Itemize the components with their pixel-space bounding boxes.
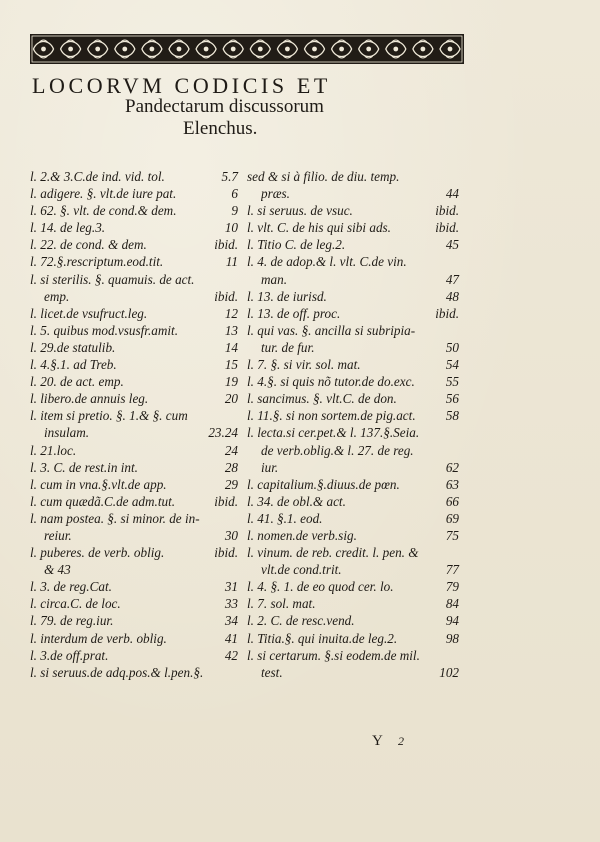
entry-citation: l. Titia.§. qui inuita.de leg.2. bbox=[247, 630, 398, 646]
index-entry bbox=[30, 578, 238, 595]
entry-reference: 48 bbox=[445, 288, 459, 304]
entry-reference: 23.24 bbox=[208, 425, 238, 441]
index-column-right bbox=[247, 168, 459, 681]
index-entry bbox=[247, 459, 459, 476]
page-footer bbox=[372, 733, 404, 750]
entry-reference: 102 bbox=[439, 664, 459, 680]
entry-reference: ibid. bbox=[214, 545, 238, 561]
entry-citation: l. 41. §.1. eod. bbox=[247, 510, 323, 526]
entry-citation: test. bbox=[261, 664, 283, 680]
index-entry bbox=[30, 339, 238, 356]
index-entry bbox=[247, 202, 459, 219]
signature-mark: Y bbox=[372, 733, 389, 749]
entry-citation: l. 4. §. 1. de eo quod cer. lo. bbox=[247, 579, 394, 595]
entry-reference: 24 bbox=[224, 442, 238, 458]
entry-reference bbox=[234, 510, 238, 527]
index-entry bbox=[247, 510, 459, 527]
entry-reference: 66 bbox=[445, 493, 459, 509]
entry-citation: l. 5. quibus mod.vsusfr.amit. bbox=[30, 322, 179, 338]
entry-reference: 50 bbox=[445, 339, 459, 355]
entry-reference: 6 bbox=[231, 186, 238, 202]
entry-reference: 31 bbox=[224, 579, 238, 595]
index-entry bbox=[247, 578, 459, 595]
entry-citation: l. 2. C. de resc.vend. bbox=[247, 613, 355, 629]
entry-reference bbox=[234, 407, 238, 424]
entry-citation: tur. de fur. bbox=[261, 339, 315, 355]
entry-citation: l. 4.§.1. ad Treb. bbox=[30, 357, 117, 373]
entry-reference: 29 bbox=[224, 476, 238, 492]
entry-citation: l. Titio C. de leg.2. bbox=[247, 237, 346, 253]
entry-citation: l. vlt. C. de his qui sibi ads. bbox=[247, 220, 391, 236]
entry-reference: ibid. bbox=[214, 237, 238, 253]
entry-citation: sed & si à filio. de diu. temp. bbox=[247, 169, 400, 184]
title-line-1: LOCORVM CODICIS ET bbox=[32, 73, 331, 98]
index-entry bbox=[30, 561, 238, 578]
entry-reference: 44 bbox=[445, 186, 459, 202]
index-entry bbox=[247, 612, 459, 629]
index-entry bbox=[30, 373, 238, 390]
index-entry bbox=[247, 424, 459, 441]
index-entry bbox=[247, 390, 459, 407]
entry-citation: l. lecta.si cer.pet.& l. 137.§.Seia. bbox=[247, 425, 420, 441]
entry-citation: emp. bbox=[44, 288, 70, 304]
entry-reference: 63 bbox=[445, 476, 459, 492]
entry-citation: l. 3. C. de rest.in int. bbox=[30, 459, 138, 475]
entry-reference: 47 bbox=[445, 271, 459, 287]
entry-citation: l. item si pretio. §. 1.& §. cum bbox=[30, 408, 188, 424]
index-entry bbox=[247, 339, 459, 356]
index-entry bbox=[247, 185, 459, 202]
entry-reference: 30 bbox=[224, 527, 238, 543]
entry-citation: l. 4. de adop.& l. vlt. C.de vin. bbox=[247, 254, 407, 270]
index-entry bbox=[30, 630, 238, 647]
entry-reference: ibid. bbox=[214, 288, 238, 304]
index-entry bbox=[247, 288, 459, 305]
index-entry bbox=[30, 664, 238, 681]
index-entry bbox=[247, 168, 459, 185]
entry-reference: 58 bbox=[445, 408, 459, 424]
entry-reference: 14 bbox=[224, 339, 238, 355]
entry-reference: 9 bbox=[231, 203, 238, 219]
entry-citation: l. 4.§. si quis nõ tutor.de do.exc. bbox=[247, 374, 415, 390]
entry-reference bbox=[455, 544, 459, 561]
entry-reference bbox=[455, 253, 459, 270]
entry-citation: l. 72.§.rescriptum.eod.tit. bbox=[30, 254, 164, 270]
entry-reference: 20 bbox=[224, 391, 238, 407]
entry-citation: l. 79. de reg.iur. bbox=[30, 613, 114, 629]
entry-reference: 33 bbox=[224, 596, 238, 612]
index-entry bbox=[30, 442, 238, 459]
entry-reference bbox=[455, 442, 459, 459]
index-entry bbox=[247, 442, 459, 459]
entry-reference bbox=[234, 271, 238, 288]
entry-citation: l. si certarum. §.si eodem.de mil. bbox=[247, 647, 420, 663]
entry-citation: l. libero.de annuis leg. bbox=[30, 391, 149, 407]
entry-citation: præs. bbox=[261, 186, 290, 202]
index-entry bbox=[30, 202, 238, 219]
entry-reference: 5.7 bbox=[221, 169, 238, 184]
entry-reference: ibid. bbox=[435, 220, 459, 236]
index-entry bbox=[30, 236, 238, 253]
entry-reference: 84 bbox=[445, 596, 459, 612]
entry-reference: 75 bbox=[445, 527, 459, 543]
index-entry bbox=[30, 612, 238, 629]
entry-citation: l. 62. §. vlt. de cond.& dem. bbox=[30, 203, 177, 219]
entry-citation: man. bbox=[261, 271, 288, 287]
entry-citation: de verb.oblig.& l. 27. de reg. bbox=[261, 442, 414, 458]
index-entry bbox=[247, 271, 459, 288]
entry-citation: l. 7. §. si vir. sol. mat. bbox=[247, 357, 361, 373]
entry-citation: l. 20. de act. emp. bbox=[30, 374, 124, 390]
entry-reference: 10 bbox=[224, 220, 238, 236]
entry-reference: 15 bbox=[224, 357, 238, 373]
ornament-band-icon bbox=[30, 34, 464, 64]
entry-reference: 79 bbox=[445, 579, 459, 595]
entry-citation: l. interdum de verb. oblig. bbox=[30, 630, 167, 646]
entry-citation: l. 13. de off. proc. bbox=[247, 305, 341, 321]
index-entry bbox=[30, 322, 238, 339]
entry-citation: l. 13. de iurisd. bbox=[247, 288, 327, 304]
entry-citation: l. 34. de obl.& act. bbox=[247, 493, 346, 509]
entry-reference: ibid. bbox=[214, 493, 238, 509]
entry-reference bbox=[234, 664, 238, 681]
entry-reference: 77 bbox=[445, 562, 459, 578]
entry-citation: l. si seruus. de vsuc. bbox=[247, 203, 353, 219]
index-entry bbox=[247, 544, 459, 561]
entry-citation: reiur. bbox=[44, 527, 72, 543]
entry-reference bbox=[455, 322, 459, 339]
index-column-left bbox=[30, 168, 238, 681]
index-entry bbox=[30, 305, 238, 322]
entry-reference: 12 bbox=[224, 305, 238, 321]
entry-reference: ibid. bbox=[435, 203, 459, 219]
entry-citation: l. 11.§. si non sortem.de pig.act. bbox=[247, 408, 416, 424]
entry-citation: l. si seruus.de adq.pos.& l.pen.§. bbox=[30, 664, 204, 680]
entry-citation: l. puberes. de verb. oblig. bbox=[30, 545, 165, 561]
entry-citation: l. circa.C. de loc. bbox=[30, 596, 121, 612]
index-entry bbox=[30, 424, 238, 441]
entry-citation: l. capitalium.§.diuus.de pœn. bbox=[247, 476, 400, 492]
entry-citation: l. 22. de cond. & dem. bbox=[30, 237, 147, 253]
entry-citation: l. cum in vna.§.vlt.de app. bbox=[30, 476, 167, 492]
index-entry bbox=[247, 236, 459, 253]
entry-reference: 69 bbox=[445, 510, 459, 526]
title-line-3: Elenchus. bbox=[183, 118, 258, 139]
entry-reference bbox=[455, 647, 459, 664]
index-entry bbox=[30, 527, 238, 544]
entry-citation: l. 2.& 3.C.de ind. vid. tol. bbox=[30, 169, 165, 184]
index-entry bbox=[30, 185, 238, 202]
page-number: 2 bbox=[398, 734, 405, 748]
entry-citation: iur. bbox=[261, 459, 279, 475]
index-entry bbox=[30, 647, 238, 664]
index-entry bbox=[30, 219, 238, 236]
entry-reference: 11 bbox=[225, 254, 238, 270]
index-entry bbox=[247, 219, 459, 236]
index-entry bbox=[30, 390, 238, 407]
index-entry bbox=[247, 561, 459, 578]
entry-citation: l. 7. sol. mat. bbox=[247, 596, 316, 612]
index-entry bbox=[247, 253, 459, 270]
entry-citation: & 43 bbox=[44, 562, 71, 578]
entry-reference: 13 bbox=[224, 322, 238, 338]
entry-citation: l. sancimus. §. vlt.C. de don. bbox=[247, 391, 397, 407]
entry-reference: ibid. bbox=[435, 305, 459, 321]
index-entry bbox=[30, 271, 238, 288]
entry-citation: l. 29.de statulib. bbox=[30, 339, 116, 355]
entry-reference bbox=[234, 561, 238, 578]
entry-citation: l. nam postea. §. si minor. de in- bbox=[30, 510, 200, 526]
index-entry bbox=[247, 630, 459, 647]
entry-reference: 94 bbox=[445, 613, 459, 629]
entry-reference: 56 bbox=[445, 391, 459, 407]
index-entry bbox=[30, 595, 238, 612]
index-entry bbox=[30, 407, 238, 424]
index-entry bbox=[247, 647, 459, 664]
entry-reference: 55 bbox=[445, 374, 459, 390]
entry-reference: 34 bbox=[224, 613, 238, 629]
index-entry bbox=[247, 356, 459, 373]
index-entry bbox=[247, 305, 459, 322]
index-entry bbox=[247, 322, 459, 339]
entry-citation: l. 3.de off.prat. bbox=[30, 647, 109, 663]
entry-reference: 62 bbox=[445, 459, 459, 475]
index-entry bbox=[247, 664, 459, 681]
entry-reference bbox=[455, 424, 459, 441]
entry-reference bbox=[455, 168, 459, 185]
entry-citation: l. 14. de leg.3. bbox=[30, 220, 106, 236]
entry-reference: 41 bbox=[224, 630, 238, 646]
entry-reference: 98 bbox=[445, 630, 459, 646]
entry-reference: 54 bbox=[445, 357, 459, 373]
index-entry bbox=[30, 493, 238, 510]
index-entry bbox=[247, 493, 459, 510]
entry-citation: vlt.de cond.trit. bbox=[261, 562, 342, 578]
entry-citation: l. licet.de vsufruct.leg. bbox=[30, 305, 148, 321]
index-entry bbox=[247, 527, 459, 544]
entry-citation: l. nomen.de verb.sig. bbox=[247, 527, 357, 543]
index-entry bbox=[30, 168, 238, 185]
entry-citation: l. 21.loc. bbox=[30, 442, 77, 458]
entry-citation: l. qui vas. §. ancilla si subripia- bbox=[247, 322, 416, 338]
index-entry bbox=[30, 356, 238, 373]
entry-reference: 19 bbox=[224, 374, 238, 390]
index-entry bbox=[247, 595, 459, 612]
entry-citation: l. vinum. de reb. credit. l. pen. & bbox=[247, 545, 419, 561]
index-entry bbox=[247, 373, 459, 390]
index-entry bbox=[247, 407, 459, 424]
index-entry bbox=[247, 476, 459, 493]
index-entry bbox=[30, 253, 238, 270]
entry-reference: 28 bbox=[224, 459, 238, 475]
entry-reference: 42 bbox=[224, 647, 238, 663]
index-entry bbox=[30, 476, 238, 493]
title-line-2: Pandectarum discussorum bbox=[125, 96, 324, 117]
entry-citation: insulam. bbox=[44, 425, 90, 441]
index-entry bbox=[30, 459, 238, 476]
entry-citation: l. cum quædã.C.de adm.tut. bbox=[30, 493, 176, 509]
index-entry bbox=[30, 510, 238, 527]
entry-citation: l. adigere. §. vlt.de iure pat. bbox=[30, 186, 177, 202]
entry-citation: l. 3. de reg.Cat. bbox=[30, 579, 112, 595]
index-entry bbox=[30, 288, 238, 305]
entry-citation: l. si sterilis. §. quamuis. de act. bbox=[30, 271, 195, 287]
index-entry bbox=[30, 544, 238, 561]
entry-reference: 45 bbox=[445, 237, 459, 253]
